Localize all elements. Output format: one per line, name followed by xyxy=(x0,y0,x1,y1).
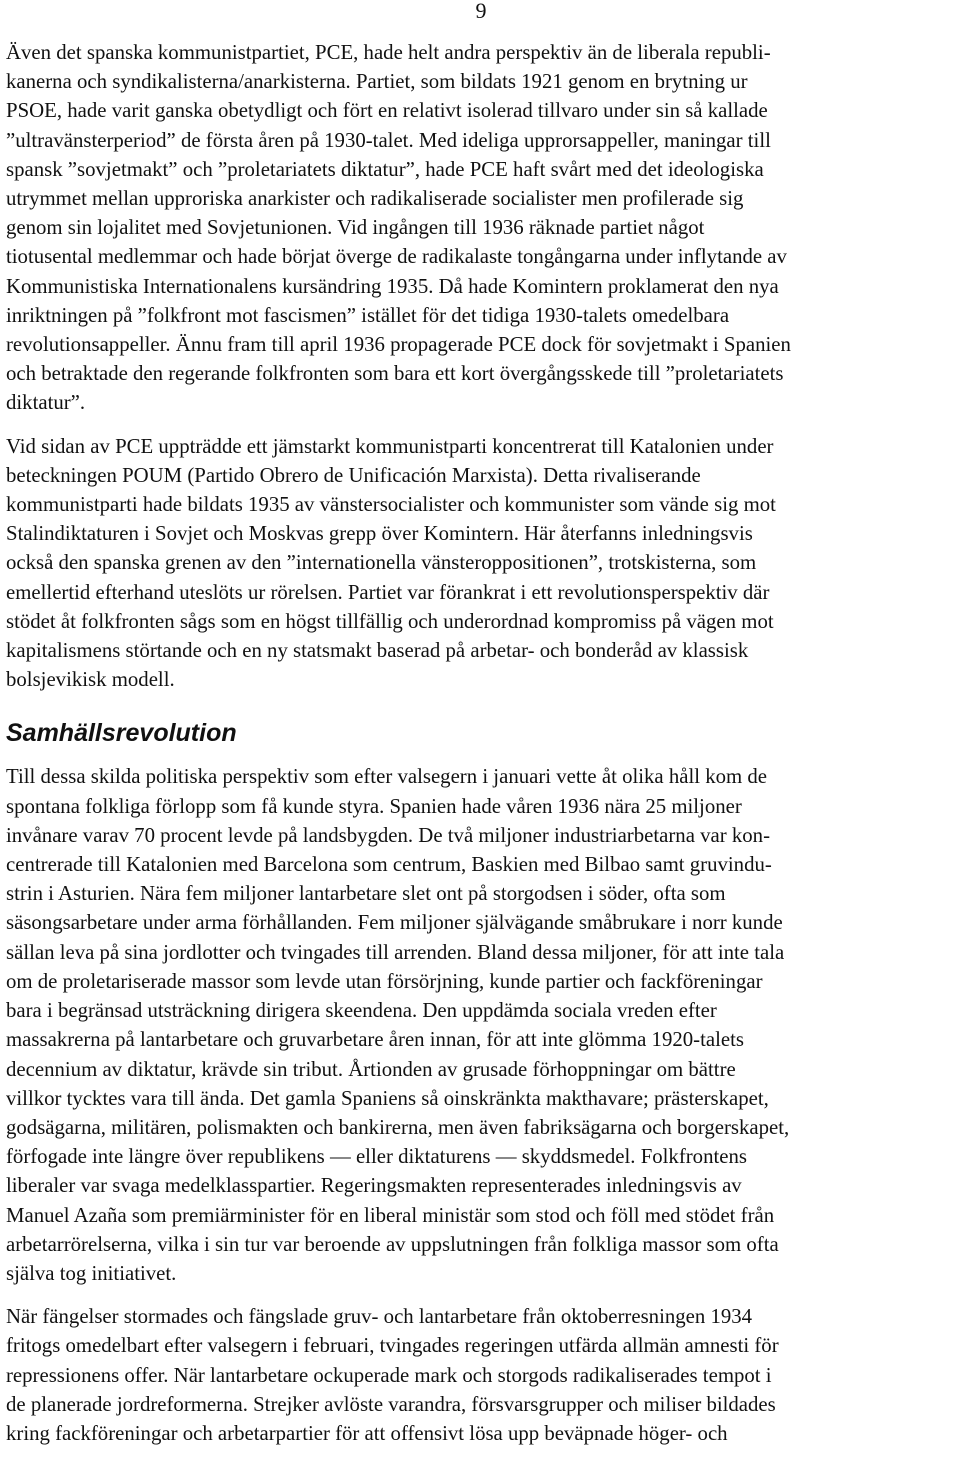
text-line: ”ultravänsterperiod” de första åren på 1930-talet. Med ideliga upprorsappeller, maningar till xyxy=(6,128,771,152)
text-line: När fängelser stormades och fängslade gruv- och lantarbetare från oktoberresningen 1934 xyxy=(6,1305,753,1329)
text-line: liberaler var svaga medelklasspartier. Regeringsmakten representerades inledningsvis av xyxy=(6,1174,742,1198)
text-line: Till dessa skilda politiska perspektiv som efter valsegern i januari vette åt olika håll kom de xyxy=(6,765,768,789)
text-line: spansk ”sovjetmakt” och ”proletariatets diktatur”, hade PCE haft svårt med det ideologiska xyxy=(6,157,764,181)
text-line: de planerade jordreformerna. Strejker avlöste varandra, försvarsgrupper och miliser bildades xyxy=(6,1392,776,1416)
text-line: emellertid efterhand uteslöts ur rörelsen. Partiet var förankrat i ett revolutionsperspektiv där xyxy=(6,580,770,604)
text-line: kommunistparti hade bildats 1935 av vänstersocialister och kommunister som vände sig mot xyxy=(6,493,776,517)
text-line: själva tog initiativet. xyxy=(6,1261,177,1285)
text-line: villkor tycktes vara till ända. Det gamla Spaniens så oinskränkta makthavare; prästerskapet, xyxy=(6,1086,769,1110)
text-line: beteckningen POUM (Partido Obrero de Unificación Marxista). Detta rivaliserande xyxy=(6,463,701,487)
text-line: strin i Asturien. Nära fem miljoner lantarbetare slet ont på storgodsen i söder, ofta som xyxy=(6,882,726,906)
document-body xyxy=(6,38,956,1448)
section-heading: Samhällsrevolution xyxy=(6,719,237,748)
text-line: centrerade till Katalonien med Barcelona som centrum, Baskien med Bilbao samt gruvindu- xyxy=(6,853,772,877)
page-number: 9 xyxy=(475,0,487,23)
text-line: om de proletariserade massor som levde utan försörjning, kunde partier och fackföreningar xyxy=(6,969,763,993)
text-line: invånare varav 70 procent levde på landsbygden. De två miljoner industriarbetarna var kon- xyxy=(6,823,771,847)
paragraph-amnesty xyxy=(6,1302,956,1448)
text-line: decennium av diktatur, krävde sin tribut. Årtionden av grusade förhoppningar om bättre xyxy=(6,1057,736,1081)
text-line: Stalindiktaturen i Sovjet och Moskvas grepp över Komintern. Här återfanns inledningsvis xyxy=(6,522,753,546)
text-line: spontana folkliga förlopp som få kunde styra. Spanien hade våren 1936 nära 25 miljoner xyxy=(6,794,742,818)
text-line: sällan leva på sina jordlotter och tvingades till arrenden. Bland dessa miljoner, för att inte tala xyxy=(6,940,785,964)
text-line: Även det spanska kommunistpartiet, PCE, hade helt andra perspektiv än de liberala republi- xyxy=(6,41,771,64)
text-line: kanerna och syndikalisterna/anarkisterna. Partiet, som bildats 1921 genom en brytning ur xyxy=(6,70,748,94)
text-line: stödet åt folkfronten sågs som en högst tillfällig och underordnad kompromiss på vägen mot xyxy=(6,609,774,633)
text-line: Kommunistiska Internationalens kursändring 1935. Då hade Komintern proklamerat den nya xyxy=(6,274,779,298)
text-line: bolsjevikisk modell. xyxy=(6,668,175,692)
text-line: genom sin lojalitet med Sovjetunionen. Vid ingången till 1936 räknade partiet något xyxy=(6,216,705,240)
text-line: godsägarna, militären, polismakten och bankirerna, men även fabriksägarna och borgerskapet, xyxy=(6,1115,790,1139)
text-line: säsongsarbetare under arma förhållanden. Fem miljoner självägande småbrukare i norr kunde xyxy=(6,911,783,935)
text-line: kapitalismens störtande och en ny statsmakt baserad på arbetar- och bonderåd av klassisk xyxy=(6,639,749,663)
text-line: också den spanska grenen av den ”internationella vänsteroppositionen”, trotskisterna, som xyxy=(6,551,757,575)
text-line: utrymmet mellan upproriska anarkister och radikaliserade socialister men profilerade sig xyxy=(6,187,744,211)
text-line: revolutionsappeller. Ännu fram till april 1936 propagerade PCE dock för sovjetmakt i Spanien xyxy=(6,333,791,357)
text-line: kring fackföreningar och arbetarpartier för att offensivt lösa upp beväpnade höger- och xyxy=(6,1421,728,1445)
text-line: repressionens offer. När lantarbetare ockuperade mark och storgods radikaliserades tempot i xyxy=(6,1363,772,1387)
paragraph-pce xyxy=(6,38,956,418)
text-line: bara i begränsad utsträckning dirigera skeendena. Den uppdämda sociala vreden efter xyxy=(6,999,717,1023)
paragraph-social-context xyxy=(6,762,956,1288)
text-line: Vid sidan av PCE uppträdde ett jämstarkt kommunistparti koncentrerat till Katalonien under xyxy=(6,434,774,458)
text-line: inriktningen på ”folkfront mot fascismen” istället för det tidiga 1930-talets omedelbara xyxy=(6,303,730,327)
text-line: diktatur”. xyxy=(6,391,86,415)
paragraph-poum xyxy=(6,432,956,695)
text-line: Manuel Azaña som premiärminister för en liberal ministär som stod och föll med stödet från xyxy=(6,1203,775,1227)
text-line: arbetarrörelserna, vilka i sin tur var beroende av uppslutningen från folkliga massor som ofta xyxy=(6,1232,779,1256)
text-line: förfogade inte längre över republikens — eller diktaturens — skyddsmedel. Folkfrontens xyxy=(6,1145,747,1169)
text-line: fritogs omedelbart efter valsegern i februari, tvingades regeringen utfärda allmän amnesti för xyxy=(6,1334,779,1358)
text-line: tiotusental medlemmar och hade börjat överge de radikalaste tongångarna under inflytande av xyxy=(6,245,787,269)
text-line: massakrerna på lantarbetare och gruvarbetare åren innan, för att inte glömma 1920-talets xyxy=(6,1028,744,1052)
text-line: PSOE, hade varit ganska obetydligt och fört en relativt isolerad tillvaro under sin så kallade xyxy=(6,99,768,123)
text-line: och betraktade den regerande folkfronten som bara ett kort övergångsskede till ”proletariatets xyxy=(6,362,784,386)
